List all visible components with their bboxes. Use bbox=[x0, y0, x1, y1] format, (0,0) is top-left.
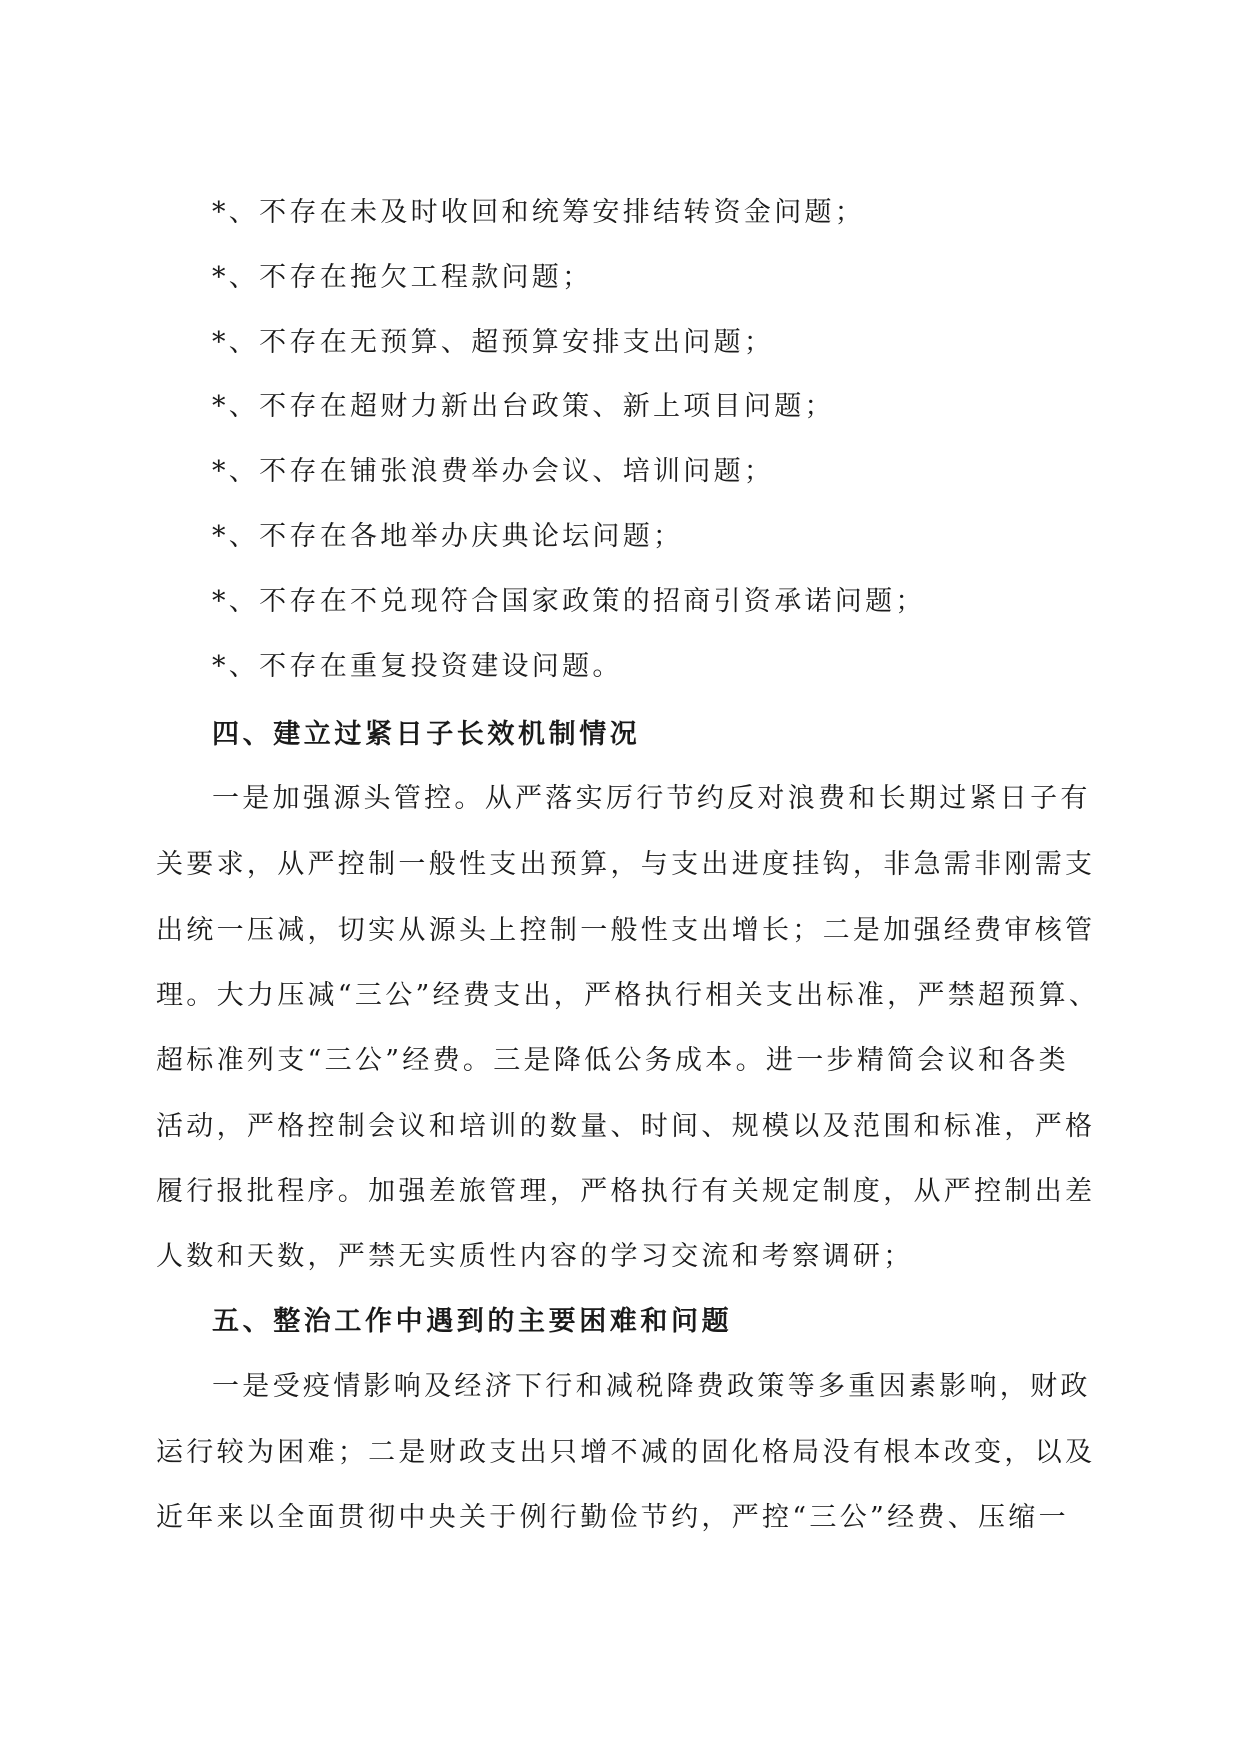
list-item: *、不存在拖欠工程款问题； bbox=[212, 262, 593, 293]
section-5-heading: 五、整治工作中遇到的主要困难和问题 bbox=[212, 1306, 733, 1337]
section-4-paragraph-line: 一是加强源头管控。从严落实厉行节约反对浪费和长期过紧日子有 bbox=[212, 783, 1091, 814]
list-item: *、不存在各地举办庆典论坛问题； bbox=[212, 521, 684, 552]
list-item: *、不存在无预算、超预算安排支出问题； bbox=[212, 327, 775, 358]
section-4-paragraph-line: 关要求，从严控制一般性支出预算，与支出进度挂钩，非急需非刚需支 bbox=[156, 849, 1096, 880]
section-4-paragraph-line: 超标准列支“三公”经费。三是降低公务成本。进一步精简会议和各类 bbox=[156, 1045, 1069, 1076]
section-4-paragraph-line: 出统一压减，切实从源头上控制一般性支出增长；二是加强经费审核管 bbox=[156, 915, 1096, 946]
section-5-paragraph-line: 近年来以全面贯彻中央关于例行勤俭节约，严控“三公”经费、压缩一 bbox=[156, 1502, 1069, 1533]
list-item: *、不存在不兑现符合国家政策的招商引资承诺问题； bbox=[212, 586, 926, 617]
list-item: *、不存在铺张浪费举办会议、培训问题； bbox=[212, 456, 775, 487]
section-5-paragraph-line: 运行较为困难；二是财政支出只增不减的固化格局没有根本改变，以及 bbox=[156, 1437, 1096, 1468]
section-4-heading: 四、建立过紧日子长效机制情况 bbox=[212, 719, 641, 750]
section-4-paragraph-line: 人数和天数，严禁无实质性内容的学习交流和考察调研； bbox=[156, 1241, 914, 1272]
section-4-paragraph-line: 履行报批程序。加强差旅管理，严格执行有关规定制度，从严控制出差 bbox=[156, 1176, 1096, 1207]
list-item: *、不存在未及时收回和统筹安排结转资金问题； bbox=[212, 197, 866, 228]
section-5-paragraph-line: 一是受疫情影响及经济下行和减税降费政策等多重因素影响，财政 bbox=[212, 1371, 1091, 1402]
list-item: *、不存在超财力新出台政策、新上项目问题； bbox=[212, 391, 835, 422]
section-4-paragraph-line: 活动，严格控制会议和培训的数量、时间、规模以及范围和标准，严格 bbox=[156, 1111, 1096, 1142]
section-4-paragraph-line: 理。大力压减“三公”经费支出，严格执行相关支出标准，严禁超预算、 bbox=[156, 980, 1100, 1011]
list-item: *、不存在重复投资建设问题。 bbox=[212, 651, 623, 682]
